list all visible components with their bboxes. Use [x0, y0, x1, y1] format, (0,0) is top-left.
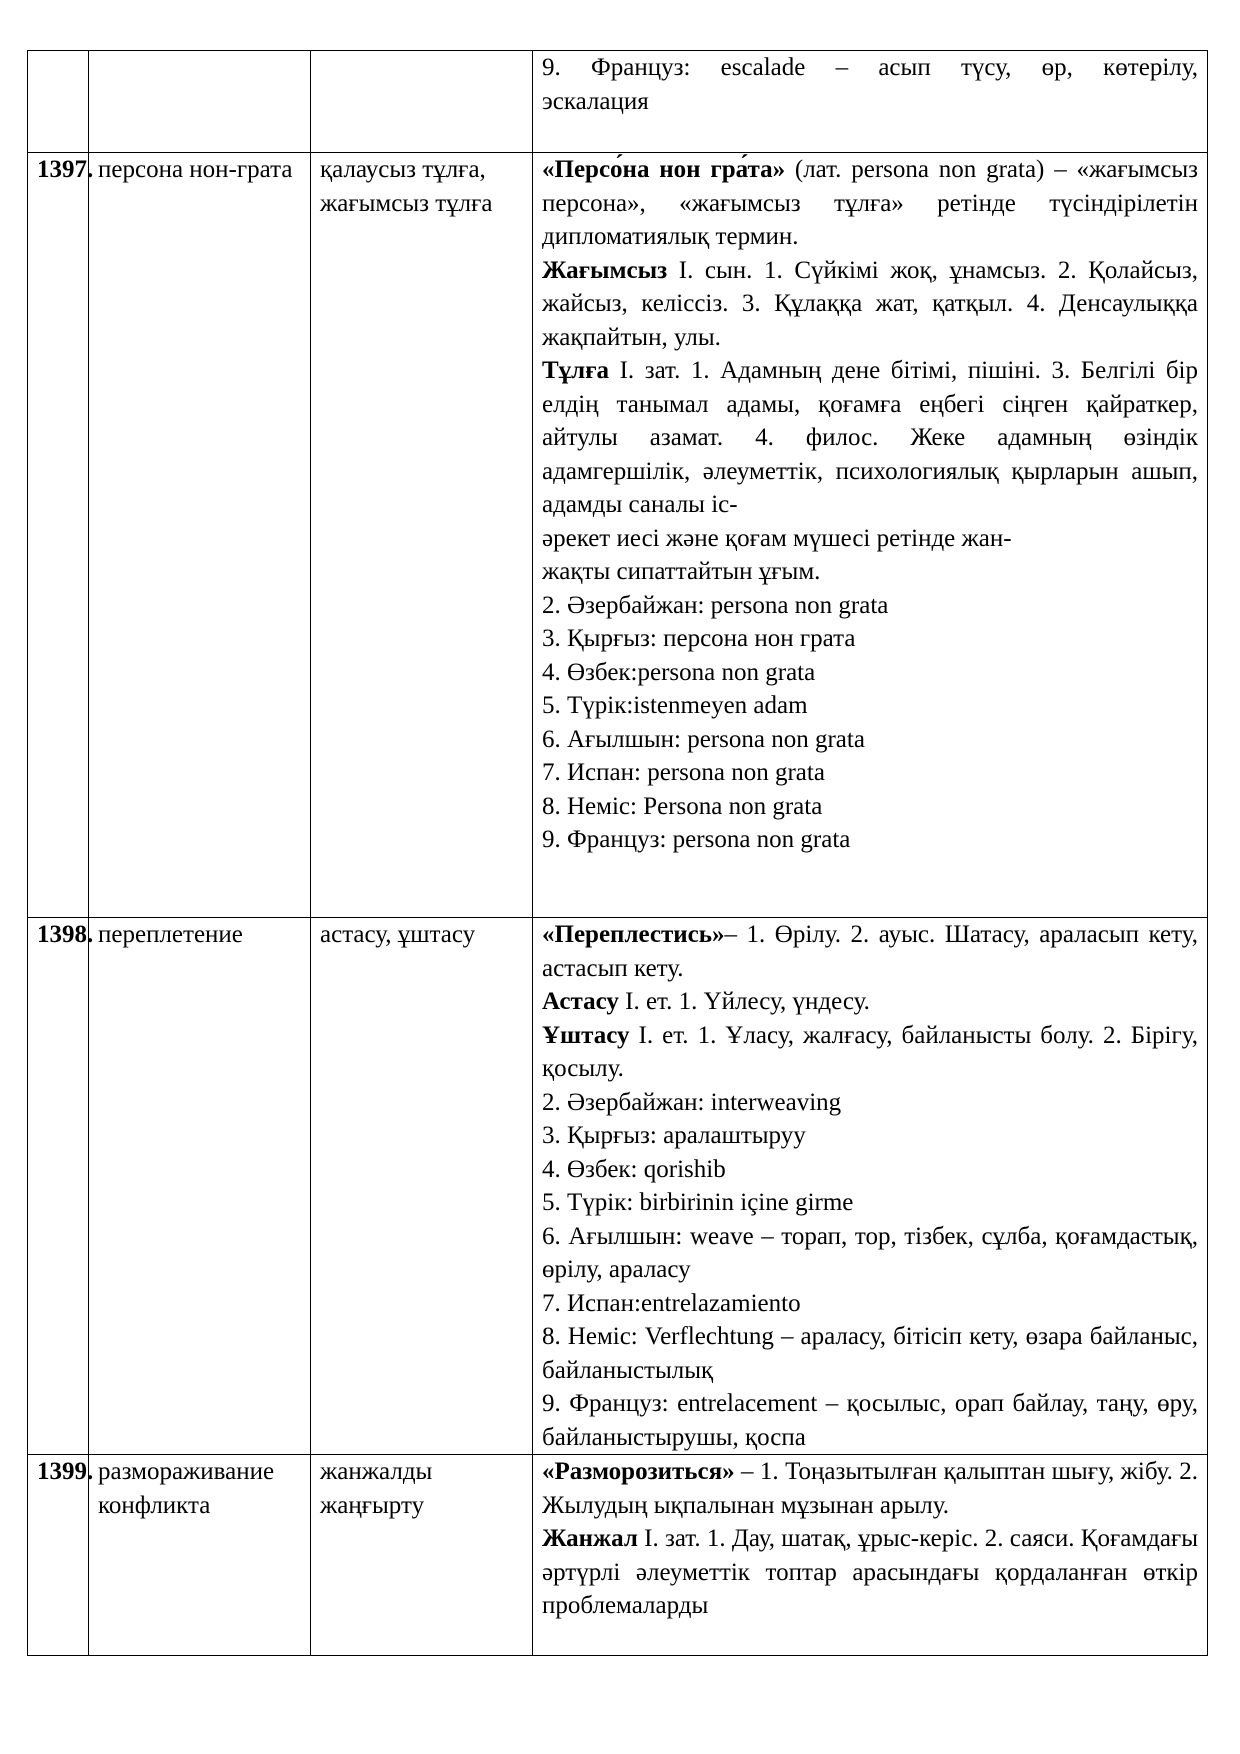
table-row [28, 1455, 1208, 1656]
sense-block [542, 985, 1198, 1019]
translation-line: 9. Француз: persona non grata [542, 826, 851, 853]
definition-intro [542, 918, 1198, 985]
sense-word: Жанжал [542, 1525, 638, 1552]
sense-word: Астасу [542, 988, 619, 1015]
definition-line: эскалация [542, 87, 649, 115]
dictionary-table [27, 50, 1208, 1656]
definition-line: 9. Француз: escalade – асып түсу, өр, көтерілу, [542, 54, 1198, 81]
russian-term: персона нон-грата [89, 153, 311, 918]
kazakh-term: астасу, ұштасу [311, 918, 533, 1455]
headword: «Персо́на нон гра́та» [542, 156, 786, 183]
sense-word: Ұштасу [542, 1021, 630, 1049]
translation-line: 6. Ағылшын: persona non grata [542, 725, 865, 753]
definition-cell [533, 1455, 1208, 1656]
russian-term [89, 51, 311, 153]
kazakh-term: қалаусыз тұлға, жағымсыз тұлға [311, 153, 533, 918]
kazakh-term [311, 51, 533, 153]
sense-block [542, 254, 1198, 355]
headword: «Разморозиться» [542, 1458, 735, 1485]
table-row [28, 51, 1208, 153]
translation-line: 3. Қырғыз: персона нон грата [542, 625, 856, 652]
translation-line: 8. Неміс: Verflechtung – араласу, бітісіп кету, өзара байланыс, байланыстылық [542, 1323, 1198, 1384]
translation-line: 2. Әзербайжан: persona non grata [542, 591, 889, 619]
translation-line: 6. Ағылшын: weave – торап, тор, тізбек, сұлба, қоғамдастық, өрілу, араласу [542, 1222, 1198, 1283]
intro-text: – 1. Өрілу. 2. ауыс. Шатасу, араласып кету, астасып кету. [542, 921, 1198, 982]
sense-text: I. сын. 1. Сүйкімі жоқ, ұнамсыз. 2. Қолайсыз, жайсыз, келіссіз. 3. Құлаққа жат, қатқыл. 4. Денсаулыққа жақпайтын, улы. [542, 256, 1198, 351]
translation-line: 9. Француз: entrelacement – қосылыс, орап байлау, таңу, өру, байланыстырушы, қоспа [542, 1390, 1198, 1451]
translation-line: 7. Испан: persona non grata [542, 759, 825, 786]
translation-line: 7. Испан:entrelazamiento [542, 1289, 801, 1317]
entry-number: 1398. [28, 918, 89, 1455]
table-row [28, 153, 1208, 918]
kazakh-term: жанжалды жаңғырту [311, 1455, 533, 1656]
sense-word: Тұлға [542, 357, 610, 384]
entry-number [28, 51, 89, 153]
sense-block [542, 354, 1198, 522]
definition-cell [533, 918, 1208, 1455]
definition-cell [533, 153, 1208, 918]
sense-block [542, 1522, 1198, 1623]
translation-line: 5. Түрік:istenmeyen adam [542, 692, 808, 719]
intro-text: (лат. persona non grata) – «жағымсыз персона», «жағымсыз тұлға» ретінде түсіндірілетін дипломатиялық термин. [542, 156, 1199, 250]
translation-line: 4. Өзбек:persona non grata [542, 658, 816, 686]
sense-word: Жағымсыз [542, 256, 668, 284]
table-row [28, 918, 1208, 1455]
definition-intro [542, 1455, 1198, 1522]
sense-block [542, 1019, 1198, 1086]
intro-text: – 1. Тоңазытылған қалыптан шығу, жібу. 2. Жылудың ықпалынан мұзынан арылу. [542, 1458, 1198, 1519]
sense-text: I. зат. 1. Дау, шатақ, ұрыс-керіс. 2. саяси. Қоғамдағы әртүрлі әлеуметтік топтар арасындағы қордаланған өткір проблемаларды [542, 1525, 1198, 1619]
entry-number: 1397. [28, 153, 89, 918]
headword: «Переплестись» [542, 921, 725, 948]
translation-line: 2. Әзербайжан: interweaving [542, 1088, 842, 1116]
definition-cell [533, 51, 1208, 153]
sense-text: I. ет. 1. Үйлесу, үндесу. [618, 988, 870, 1015]
sense-continuation: әрекет иесі және қоғам мүшесі ретінде жан- [542, 524, 1012, 552]
sense-text: I. ет. 1. Ұласу, жалғасу, байланысты болу. 2. Бірігу, қосылу. [542, 1021, 1198, 1082]
russian-term: переплетение [89, 918, 311, 1455]
definition-intro [542, 153, 1198, 254]
translation-line: 8. Неміс: Persona non grata [542, 792, 823, 820]
russian-term: размораживание конфликта [89, 1455, 311, 1656]
sense-text: I. зат. 1. Адамның дене бітімі, пішіні. 3. Белгілі бір елдің танымал адамы, қоғамға еңбегі сіңген қайраткер, айтулы азамат. 4. филос. Жеке адамның өзіндік адамгершілік, әлеуметтік, психологиялық қырларын ашып, адамды саналы іс- [542, 357, 1198, 518]
sense-continuation: жақты сипаттайтын ұғым. [542, 558, 821, 585]
entry-number: 1399. [28, 1455, 89, 1656]
translation-line: 5. Түрік: birbirinin içine girme [542, 1189, 854, 1216]
translation-line: 4. Өзбек: qorishib [542, 1155, 726, 1183]
translation-line: 3. Қырғыз: аралаштыруу [542, 1122, 806, 1149]
